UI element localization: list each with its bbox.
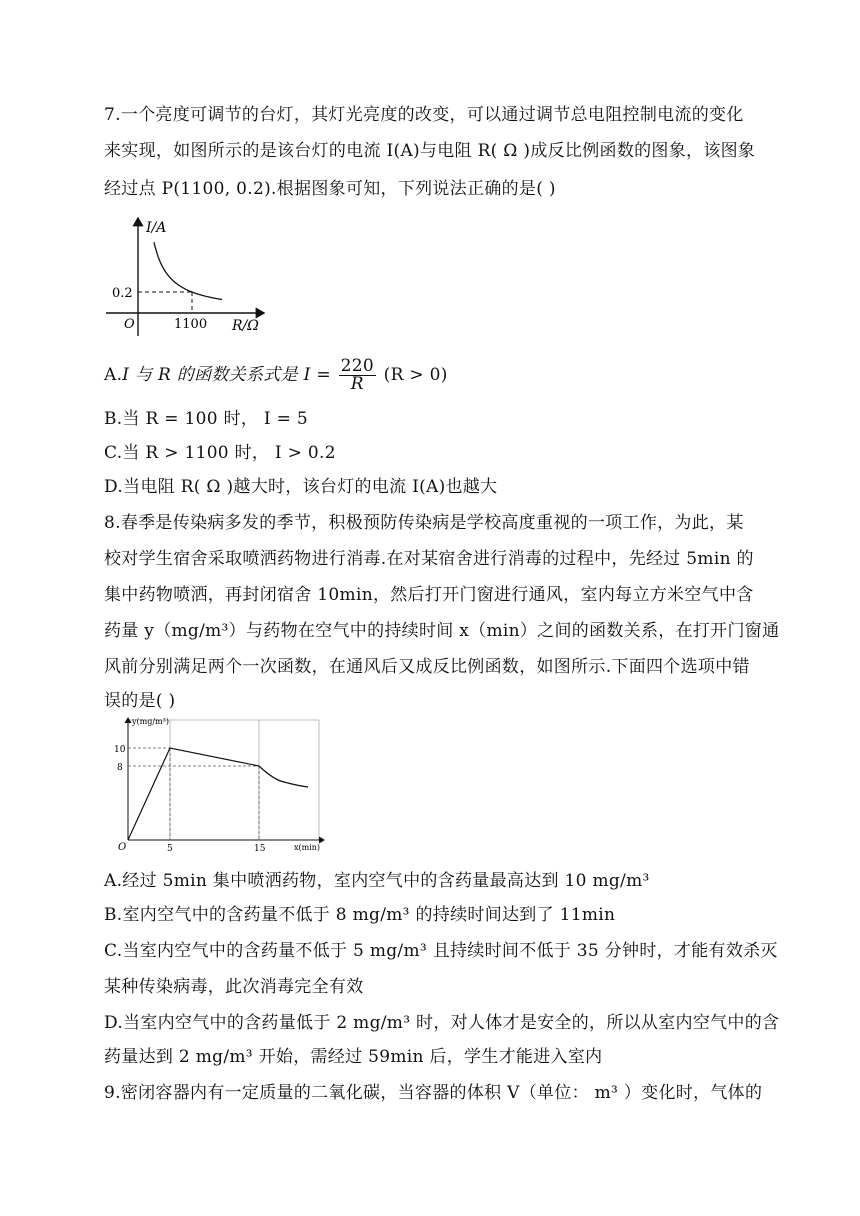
q8-text-line-1: 8.春季是传染病多发的季节，积极预防传染病是学校高度重视的一项工作，为此，某 xyxy=(104,513,744,533)
q7-fraction-denominator: R xyxy=(350,374,364,394)
q8-option-d-line-2: 药量达到 2 mg/m³ 开始，需经过 59min 后，学生才能进入室内 xyxy=(104,1047,603,1067)
q7-text-line-2: 来实现，如图所示的是该台灯的电流 I(A)与电阻 R( Ω )成反比例函数的图象，该图象 xyxy=(104,141,756,161)
q8-text-line-6: 误的是( ) xyxy=(104,691,176,711)
q8-option-d-line-1: D.当室内空气中的含药量低于 2 mg/m³ 时，对人体才是安全的，所以从室内空气中的含 xyxy=(104,1013,780,1033)
q8-option-a: A.经过 5min 集中喷洒药物，室内空气中的含药量最高达到 10 mg/m³ xyxy=(104,871,650,891)
q8-text-line-2: 校对学生宿舍采取喷洒药物进行消毒.在对某宿舍进行消毒的过程中，先经过 5min 的 xyxy=(104,549,754,569)
q7-y-label: I/A xyxy=(146,220,167,236)
q7-option-a-text: I 与 R 的函数关系式是 I = xyxy=(122,365,331,385)
q8-option-b: B.室内空气中的含药量不低于 8 mg/m³ 的持续时间达到了 11min xyxy=(104,905,616,925)
q7-option-c: C.当 R > 1100 时， I > 0.2 xyxy=(104,443,336,463)
q8-option-c-line-1: C.当室内空气中的含药量不低于 5 mg/m³ 且持续时间不低于 35 分钟时，才能有效杀灭 xyxy=(104,941,778,961)
q8-linear-segments xyxy=(128,748,259,840)
q7-option-a-domain: (R > 0) xyxy=(383,365,448,385)
q7-x-label: R/Ω xyxy=(232,318,259,334)
q8-concentration-graph xyxy=(104,714,340,854)
q8-text-line-4: 药量 y（mg/m³）与药物在空气中的持续时间 x（min）之间的函数关系，在打开门窗通 xyxy=(104,621,780,641)
q7-option-a-fraction xyxy=(339,358,376,393)
q7-option-a xyxy=(104,358,448,392)
q8-x-label: x(min) xyxy=(294,843,321,852)
q7-option-d: D.当电阻 R( Ω )越大时，该台灯的电流 I(A)也越大 xyxy=(104,477,498,497)
q9-text-line-1: 9.密闭容器内有一定质量的二氧化碳，当容器的体积 V（单位： m³ ）变化时，气体的 xyxy=(104,1083,763,1103)
q7-origin: O xyxy=(124,317,135,332)
q8-text-line-5: 风前分别满足两个一次函数，在通风后又成反比例函数，如图所示.下面四个选项中错 xyxy=(104,657,750,677)
q7-inverse-graph xyxy=(104,212,274,342)
q8-y-label: y(mg/m³) xyxy=(132,717,169,726)
q8-text-line-3: 集中药物喷洒，再封闭宿舍 10min，然后打开门窗进行通风，室内每立方米空气中含 xyxy=(104,585,754,605)
q7-x-tick: 1100 xyxy=(174,317,208,332)
q7-text-line-1: 7.一个亮度可调节的台灯，其灯光亮度的改变，可以通过调节总电阻控制电流的变化 xyxy=(104,105,744,125)
q7-y-tick: 0.2 xyxy=(112,286,133,301)
q7-fraction-numerator: 220 xyxy=(340,356,374,376)
q8-y-tick-8: 8 xyxy=(117,763,123,773)
q8-x-tick-5: 5 xyxy=(167,844,173,854)
q7-inverse-curve xyxy=(154,242,222,299)
q7-option-b: B.当 R = 100 时， I = 5 xyxy=(104,409,308,429)
q8-y-tick-10: 10 xyxy=(114,745,126,755)
q8-option-c-line-2: 某种传染病毒，此次消毒完全有效 xyxy=(104,977,364,997)
q8-origin: O xyxy=(118,842,127,853)
q8-inverse-curve xyxy=(259,766,308,787)
q8-x-tick-15: 15 xyxy=(254,844,266,854)
q7-option-a-label: A. xyxy=(104,365,123,385)
q7-text-line-3: 经过点 P(1100, 0.2).根据图象可知，下列说法正确的是( ) xyxy=(104,179,556,199)
